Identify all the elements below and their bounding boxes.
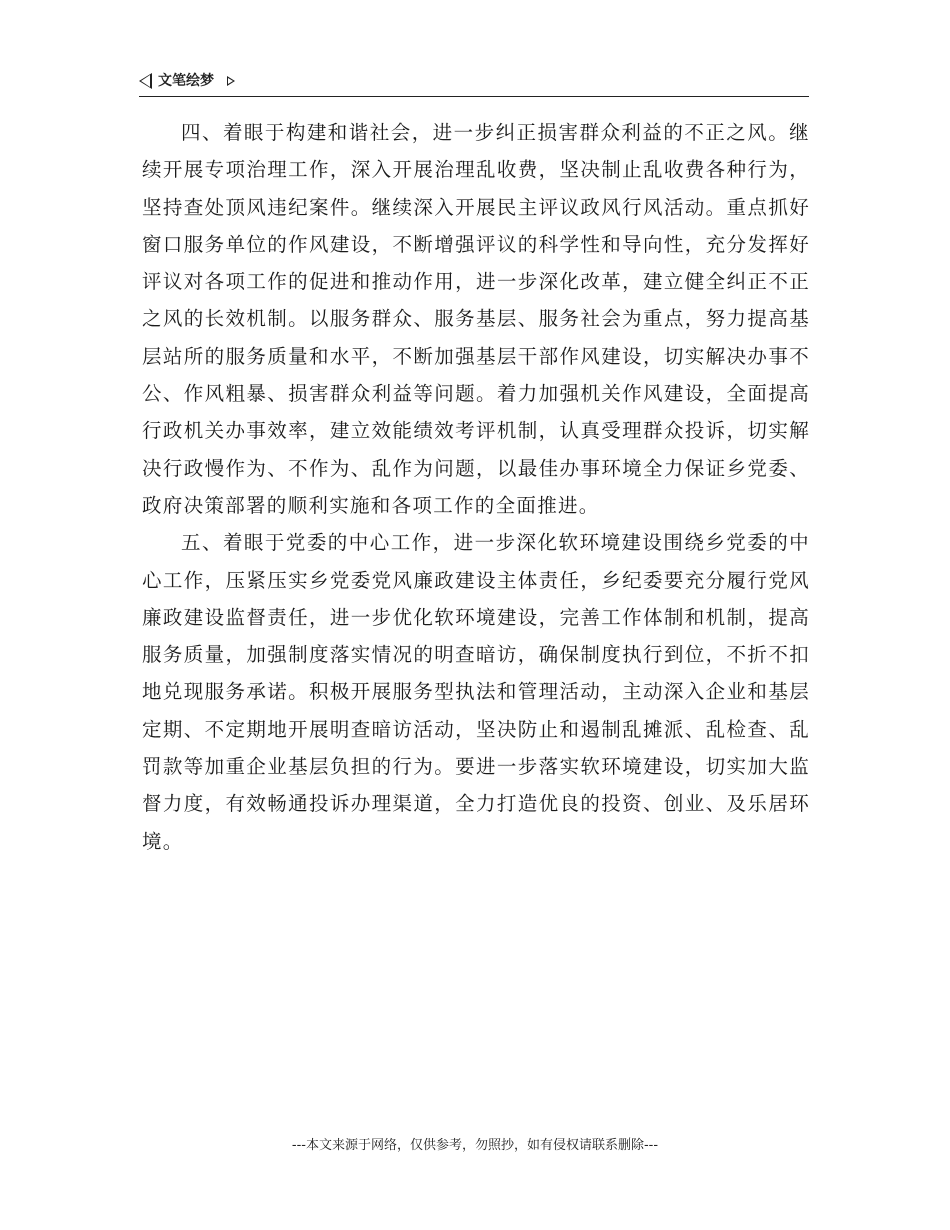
right-triangle-icon: [227, 76, 235, 86]
document-body: [142, 114, 810, 860]
page-header: [139, 70, 809, 97]
footer-disclaimer: ---本文来源于网络，仅供参考，勿照抄，如有侵权请联系删除---: [291, 1138, 659, 1153]
paragraph-four: 四、着眼于构建和谐社会，进一步纠正损害群众利益的不正之风。继续开展专项治理工作，深入开展治理乱收费，坚决制止乱收费各种行为，坚持查处顶风违纪案件。继续深入开展民主评议政风行风活动。重点抓好窗口服务单位的作风建设，不断增强评议的科学性和导向性，充分发挥好评议对各项工作的促进和推动作用，进一步深化改革，建立健全纠正不正之风的长效机制。以服务群众、服务基层、服务社会为重点，努力提高基层站所的服务质量和水平，不断加强基层干部作风建设，切实解决办事不公、作风粗暴、损害群众利益等问题。着力加强机关作风建设，全面提高行政机关办事效率，建立效能绩效考评机制，认真受理群众投诉，切实解决行政慢作为、不作为、乱作为问题，以最佳办事环境全力保证乡党委、政府决策部署的顺利实施和各项工作的全面推进。: [142, 121, 810, 517]
header-brand: 文笔绘梦: [158, 73, 214, 89]
left-triangle-icon: [139, 73, 152, 89]
paragraph-five: 五、着眼于党委的中心工作，进一步深化软环境建设围绕乡党委的中心工作，压紧压实乡党委党风廉政建设主体责任，乡纪委要充分履行党风廉政建设监督责任，进一步优化软环境建设，完善工作体制和机制，提高服务质量，加强制度落实情况的明查暗访，确保制度执行到位，不折不扣地兑现服务承诺。积极开展服务型执法和管理活动，主动深入企业和基层定期、不定期地开展明查暗访活动，坚决防止和遏制乱摊派、乱检查、乱罚款等加重企业基层负担的行为。要进一步落实软环境建设，切实加大监督力度，有效畅通投诉办理渠道，全力打造优良的投资、创业、及乐居环境。: [142, 531, 810, 853]
